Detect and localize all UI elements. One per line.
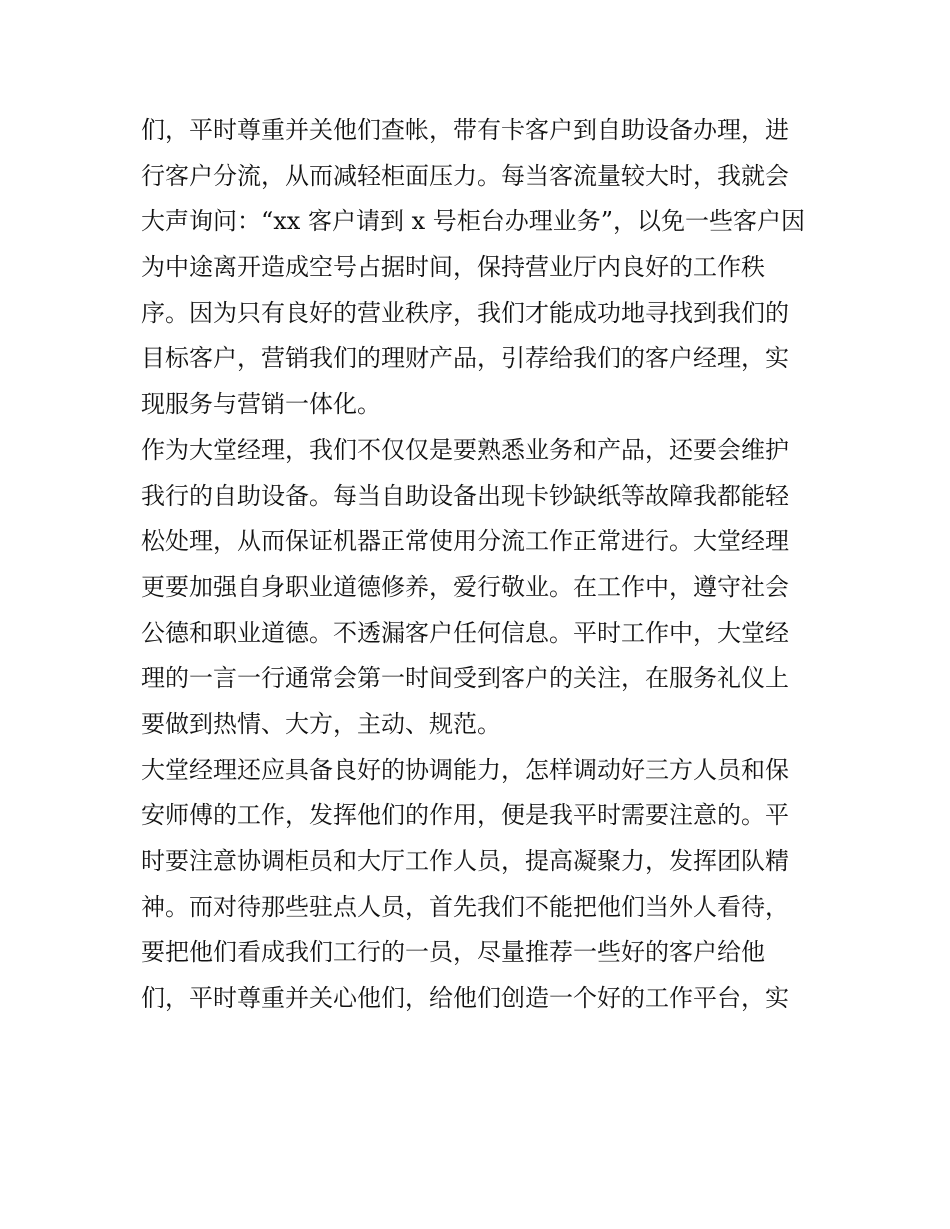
text-line-7: 现服务与营销一体化。 — [141, 390, 381, 419]
text-line-16: 安师傅的工作，发挥他们的作用，便是我平时需要注意的。平 — [141, 801, 789, 830]
text-line-20: 们，平时尊重并关心他们，给他们创造一个好的工作平台，实 — [141, 984, 789, 1013]
text-line-12: 公德和职业道德。不透漏客户任何信息。平时工作中，大堂经 — [141, 618, 789, 647]
text-line-1: 们，平时尊重并关他们查帐，带有卡客户到自助设备办理，进 — [141, 116, 789, 144]
body-text — [141, 108, 821, 1022]
text-line-2: 行客户分流，从而减轻柜面压力。每当客流量较大时，我就会 — [141, 161, 789, 190]
text-line-14: 要做到热情、大方，主动、规范。 — [141, 709, 501, 738]
text-line-5: 序。因为只有良好的营业秩序，我们才能成功地寻找到我们的 — [141, 298, 789, 327]
text-line-17: 时要注意协调柜员和大厅工作人员，提高凝聚力，发挥团队精 — [141, 847, 789, 875]
text-line-3: 大声询问：“xx 客户请到 x 号柜台办理业务”，以免一些客户因 — [141, 207, 806, 236]
text-line-19: 要把他们看成我们工行的一员，尽量推荐一些好的客户给他 — [141, 938, 765, 967]
text-line-9: 我行的自助设备。每当自助设备出现卡钞缺纸等故障我都能轻 — [141, 481, 789, 510]
text-line-8: 作为大堂经理，我们不仅仅是要熟悉业务和产品，还要会维护 — [141, 435, 789, 464]
text-line-15: 大堂经理还应具备良好的协调能力，怎样调动好三方人员和保 — [141, 755, 789, 784]
text-line-6: 目标客户，营销我们的理财产品，引荐给我们的客户经理，实 — [141, 344, 789, 373]
text-line-18: 神。而对待那些驻点人员，首先我们不能把他们当外人看待， — [141, 892, 789, 921]
text-line-11: 更要加强自身职业道德修养，爱行敬业。在工作中，遵守社会 — [141, 572, 789, 601]
text-line-13: 理的一言一行通常会第一时间受到客户的关注，在服务礼仪上 — [141, 664, 789, 693]
text-line-10: 松处理，从而保证机器正常使用分流工作正常进行。大堂经理 — [141, 527, 789, 556]
text-line-4: 为中途离开造成空号占据时间，保持营业厅内良好的工作秩 — [141, 253, 765, 282]
